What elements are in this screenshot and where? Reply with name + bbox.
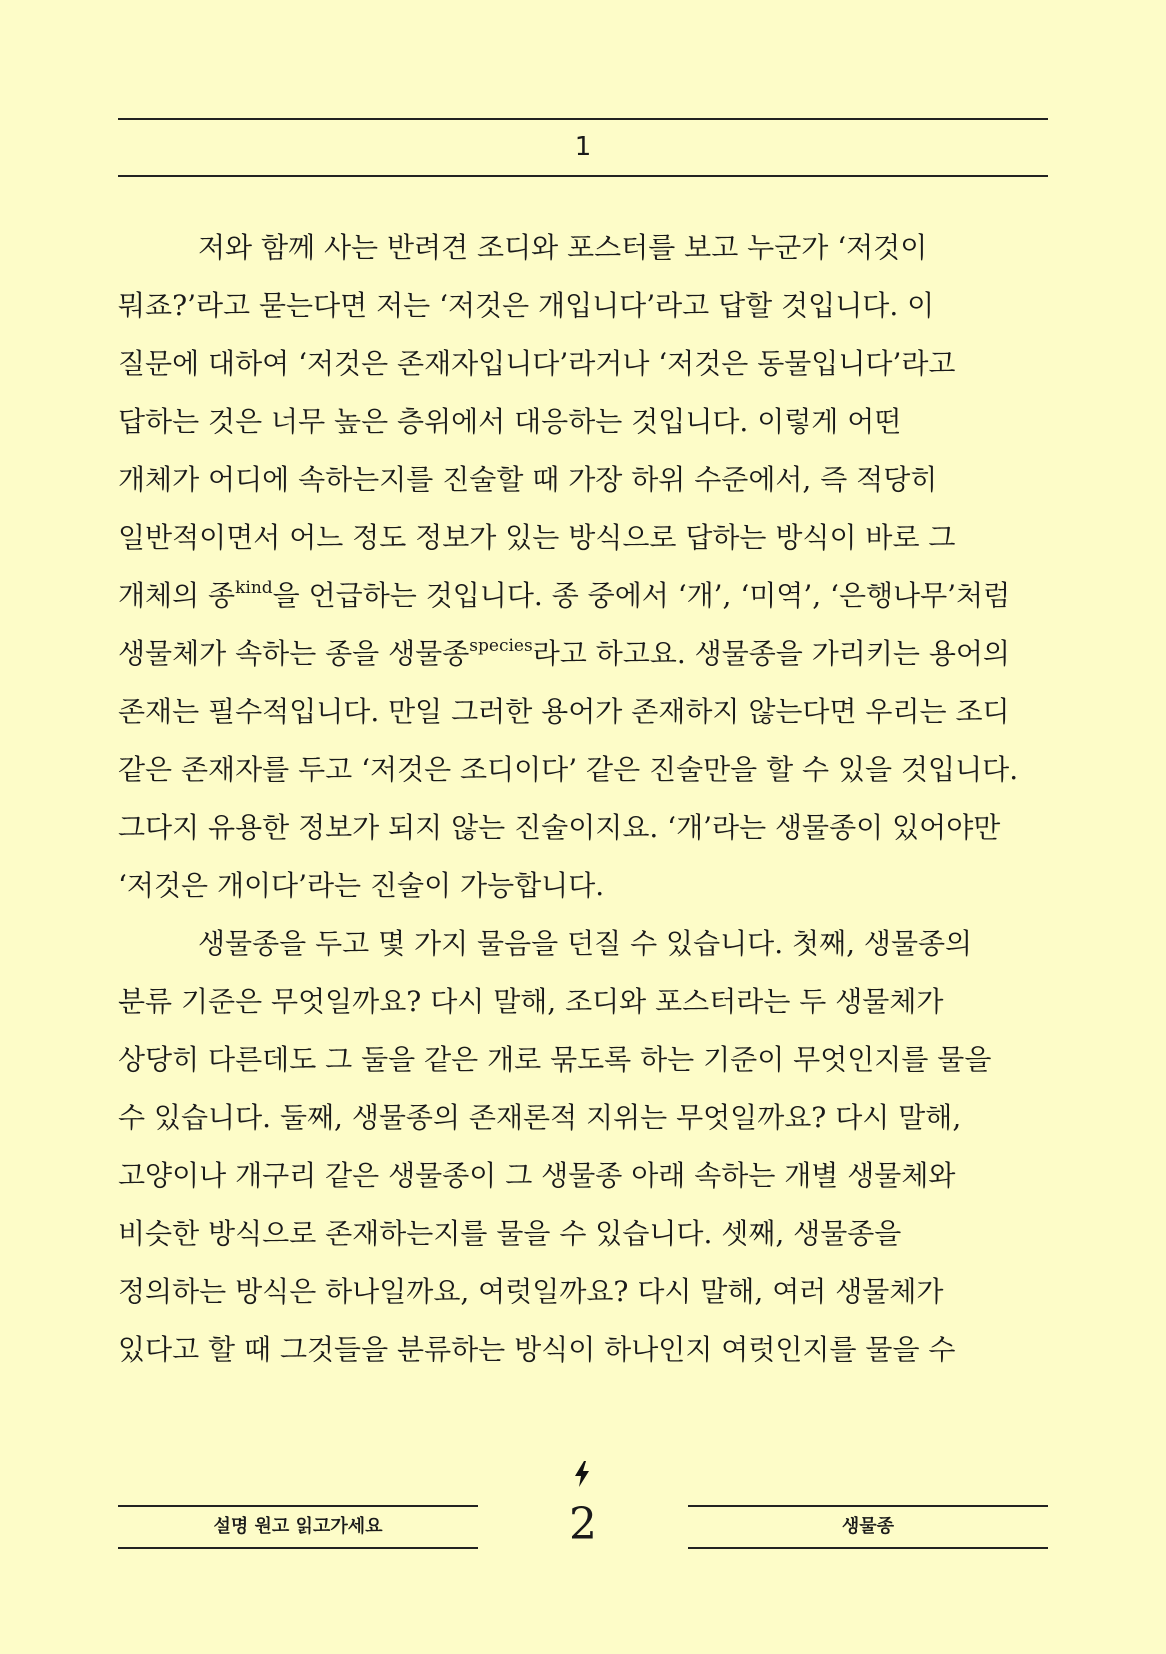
footer-title-left: 설명 원고 읽고가세요 [118, 1505, 478, 1549]
footer-title-right: 생물종 [688, 1505, 1048, 1549]
text-line: 일반적이면서 어느 정도 정보가 있는 방식으로 답하는 방식이 바로 그 [118, 521, 956, 554]
text-line: 생물종을 두고 몇 가지 물음을 던질 수 있습니다. 첫째, 생물종의 [198, 927, 973, 960]
body-text [118, 226, 1048, 1386]
text-line [118, 574, 1048, 632]
text-line: 수 있습니다. 둘째, 생물종의 존재론적 지위는 무엇일까요? 다시 말해, [118, 1101, 962, 1134]
lightning-bolt-icon [571, 1460, 593, 1488]
text-line: 답하는 것은 너무 높은 층위에서 대응하는 것입니다. 이렇게 어떤 [118, 405, 902, 438]
text-line: 그다지 유용한 정보가 되지 않는 진술이지요. ‘개’라는 생물종이 있어야만 [118, 811, 1001, 844]
text-line: 상당히 다른데도 그 둘을 같은 개로 묶도록 하는 기준이 무엇인지를 물을 [118, 1043, 992, 1076]
text-line: 고양이나 개구리 같은 생물종이 그 생물종 아래 속하는 개별 생물체와 [118, 1159, 956, 1192]
text-line: ‘저것은 개이다’라는 진술이 가능합니다. [118, 869, 605, 902]
text-line: 존재는 필수적입니다. 만일 그러한 용어가 존재하지 않는다면 우리는 조디 [118, 695, 1010, 728]
term-annotation-species: species [469, 636, 533, 656]
header-top-rule [118, 118, 1048, 120]
text-line: 비슷한 방식으로 존재하는지를 물을 수 있습니다. 셋째, 생물종을 [118, 1217, 902, 1250]
header-bottom-rule [118, 175, 1048, 177]
text-span: 개체의 종 [118, 579, 236, 612]
section-number: 1 [574, 132, 592, 162]
text-span: 라고 하고요. 생물종을 가리키는 용어의 [532, 637, 1010, 670]
text-line: 있다고 할 때 그것들을 분류하는 방식이 하나인지 여럿인지를 물을 수 [118, 1333, 956, 1366]
text-line: 개체가 어디에 속하는지를 진술할 때 가장 하위 수준에서, 즉 적당히 [118, 463, 938, 496]
text-line: 정의하는 방식은 하나일까요, 여럿일까요? 다시 말해, 여러 생물체가 [118, 1275, 944, 1308]
page-number: 2 [569, 1499, 597, 1550]
text-span: 생물체가 속하는 종을 생물종 [118, 637, 470, 670]
text-line: 같은 존재자를 두고 ‘저것은 조디이다’ 같은 진술만을 할 수 있을 것입니다. [118, 753, 1019, 786]
text-line: 질문에 대하여 ‘저것은 존재자입니다’라거나 ‘저것은 동물입니다’라고 [118, 347, 956, 380]
text-span: 을 언급하는 것입니다. 종 중에서 ‘개’, ‘미역’, ‘은행나무’처럼 [272, 579, 1011, 612]
text-line: 분류 기준은 무엇일까요? 다시 말해, 조디와 포스터라는 두 생물체가 [118, 985, 944, 1018]
term-annotation-kind: kind [235, 578, 273, 598]
text-line: 저와 함께 사는 반려견 조디와 포스터를 보고 누군가 ‘저것이 [198, 231, 928, 264]
text-line [118, 632, 1048, 690]
text-line: 뭐죠?’라고 묻는다면 저는 ‘저것은 개입니다’라고 답할 것입니다. 이 [118, 289, 935, 322]
